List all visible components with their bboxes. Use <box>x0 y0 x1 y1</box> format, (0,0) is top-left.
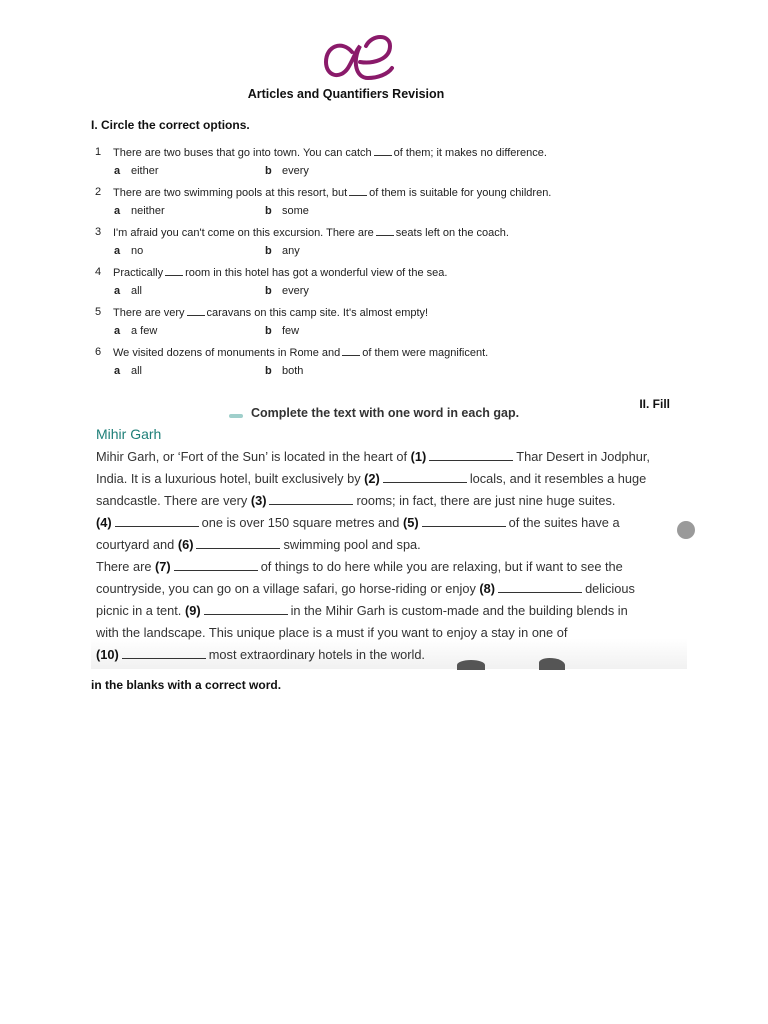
page-corner-circle-icon <box>677 521 695 539</box>
option-a[interactable]: a neither <box>114 205 165 217</box>
gap-1[interactable] <box>429 448 513 461</box>
question-list <box>95 146 695 386</box>
section2-heading-part1: II. Fill <box>639 397 670 411</box>
question-item <box>95 266 695 306</box>
question-item <box>95 306 695 346</box>
question-text: There are two swimming pools at this resort, but of them is suitable for young children. <box>113 187 552 199</box>
question-number: 6 <box>95 346 102 358</box>
question-item <box>95 346 695 386</box>
gap-7[interactable] <box>174 558 258 571</box>
question-item <box>95 146 695 186</box>
option-b[interactable]: b few <box>265 325 300 337</box>
question-number: 4 <box>95 266 102 278</box>
option-b[interactable]: b both <box>265 365 304 377</box>
cut-instruction: Complete the text with one word in each gap. <box>251 406 520 420</box>
question-text: There are two buses that go into town. You can catch of them; it makes no difference. <box>113 147 547 159</box>
option-a[interactable]: a all <box>114 285 143 297</box>
question-text: We visited dozens of monuments in Rome and of them were magnificent. <box>113 347 489 359</box>
option-b[interactable]: b every <box>265 165 309 177</box>
question-text: Practically room in this hotel has got a wonderful view of the sea. <box>113 267 448 279</box>
gap-4[interactable] <box>115 514 199 527</box>
option-a[interactable]: a all <box>114 365 143 377</box>
question-number: 3 <box>95 226 102 238</box>
question-item <box>95 186 695 226</box>
gap-10[interactable] <box>122 646 206 659</box>
passage-title: Mihir Garh <box>96 426 162 442</box>
gap-6[interactable] <box>196 536 280 549</box>
option-b[interactable]: b any <box>265 245 300 257</box>
decorative-illustration <box>457 660 485 670</box>
gap-2[interactable] <box>383 470 467 483</box>
decorative-illustration <box>539 658 565 670</box>
question-text: There are very caravans on this camp site. It's almost empty! <box>113 307 429 319</box>
passage-text: Mihir Garh, or ‘Fort of the Sun’ is located in the heart of (1) Thar Desert in Jodphur, India. It is a luxurious hotel, built exclusively by (2) locals, and it resembles a huge sandcastle. There are very (3) rooms; in fact, there are just nine huge suites. (4) one is over 150 square metres and (5) of the suites have a courtyard and (6) swimming pool and spa. There are (7) of things to do here while you are relaxing, but if want to see the countryside, you can go on a village safari, go horse-riding or enjoy (8) delicious picnic in a tent. (9) in the Mihir Garh is custom-made and the building blends in with the landscape. This unique place is a must if you want to enjoy a stay in one of (10) most extraordinary hotels in the world. <box>96 449 650 662</box>
question-text: I'm afraid you can't come on this excursion. There are seats left on the coach. <box>113 227 509 239</box>
question-item <box>95 226 695 266</box>
option-b[interactable]: b every <box>265 285 309 297</box>
section2-heading-part2: in the blanks with a correct word. <box>91 678 282 692</box>
passage-image-panel <box>91 406 687 669</box>
question-number: 5 <box>95 306 102 318</box>
gap-8[interactable] <box>498 580 582 593</box>
gap-3[interactable] <box>269 492 353 505</box>
question-number: 1 <box>95 146 102 158</box>
option-a[interactable]: a either <box>114 165 159 177</box>
option-a[interactable]: a a few <box>114 325 158 337</box>
page-title: Articles and Quantifiers Revision <box>247 87 445 101</box>
option-b[interactable]: b some <box>265 205 309 217</box>
exercise-badge-icon <box>229 414 243 418</box>
question-number: 2 <box>95 186 102 198</box>
gap-5[interactable] <box>422 514 506 527</box>
gap-9[interactable] <box>204 602 288 615</box>
ae-ligature-logo <box>322 32 396 82</box>
section1-heading: I. Circle the correct options. <box>91 118 250 132</box>
option-a[interactable]: a no <box>114 245 144 257</box>
